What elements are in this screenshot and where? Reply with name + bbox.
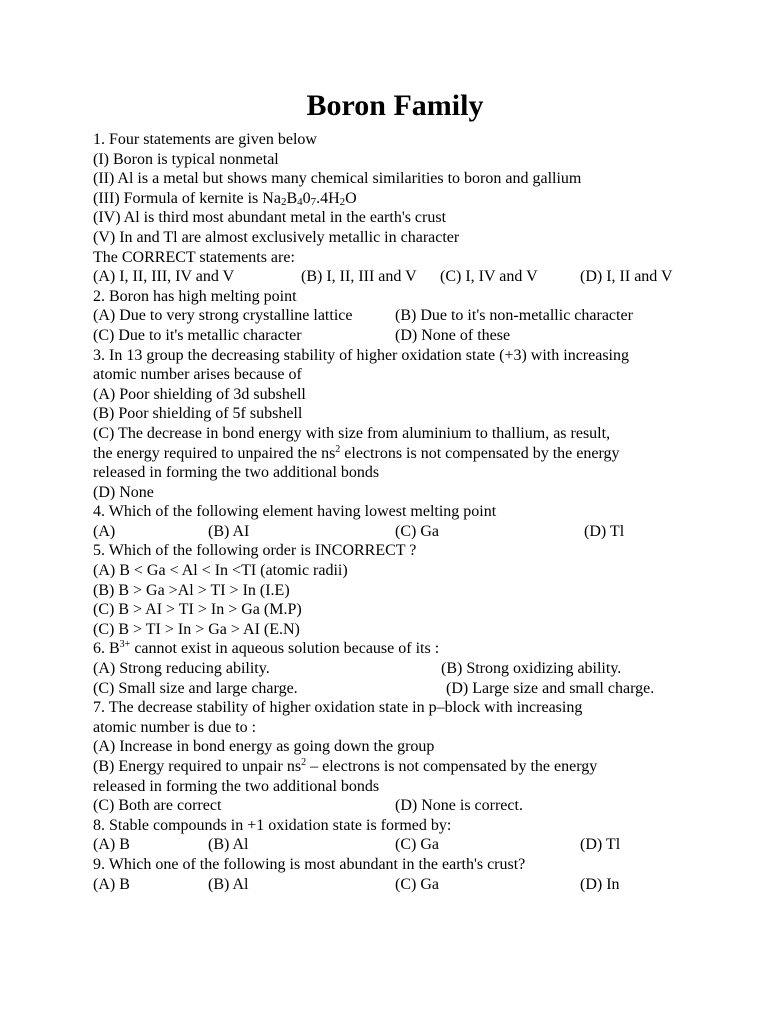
q6-option-b: (B) Strong oxidizing ability. xyxy=(441,660,622,678)
q5-stem: 5. Which of the following order is INCORRECT ? xyxy=(93,542,417,560)
q1-s3-prefix: (III) Formula of kernite is Na xyxy=(93,189,281,207)
q1-options xyxy=(93,267,733,287)
q1-option-a: (A) I, II, III, IV and V xyxy=(93,268,235,286)
q7-b-post: – electrons is not compensated by the energy xyxy=(306,758,598,775)
q7-option-b-line-1 xyxy=(93,757,733,777)
q2-options-row-2 xyxy=(93,326,733,346)
q7-b-pre: (B) Energy required to unpair ns xyxy=(93,758,302,775)
q6-option-c: (C) Small size and large charge. xyxy=(93,679,298,697)
q2-stem: 2. Boron has high melting point xyxy=(93,287,297,305)
q4-option-a: (A) xyxy=(93,522,116,540)
q3-stem-line-1: 3. In 13 group the decreasing stability of higher oxidation state (+3) with increasing xyxy=(93,346,629,364)
q9-option-d: (D) In xyxy=(580,875,620,893)
q4-options xyxy=(93,522,733,542)
q3-c2-pre: the energy required to unpaired the ns xyxy=(93,444,336,462)
q7-b-sup: 2 xyxy=(301,757,307,768)
q7-option-d: (D) None is correct. xyxy=(395,797,523,815)
q1-prompt: The CORRECT statements are: xyxy=(93,248,295,266)
q3-stem-line-2: atomic number arises because of xyxy=(93,366,302,384)
q2-options-row-1 xyxy=(93,306,733,326)
question-list xyxy=(93,130,733,894)
q8-option-a: (A) B xyxy=(93,836,130,854)
q6-stem xyxy=(93,639,733,659)
q2-option-a: (A) Due to very strong crystalline lattice xyxy=(93,307,353,325)
q1-statement-5: (V) In and Tl are almost exclusively metallic in character xyxy=(93,228,460,246)
q3-option-c-line-1: (C) The decrease in bond energy with size from aluminium to thallium, as result, xyxy=(93,424,611,442)
page-title: Boron Family xyxy=(306,89,484,122)
q1-option-d: (D) I, II and V xyxy=(580,268,673,286)
q4-stem: 4. Which of the following element having lowest melting point xyxy=(93,503,497,521)
q2-option-b: (B) Due to it's non-metallic character xyxy=(395,307,633,325)
q6-stem-pre: 6. B xyxy=(93,640,120,658)
q1-s3-sub-1: 2 xyxy=(280,195,287,208)
q8-option-c: (C) Ga xyxy=(395,836,439,854)
q3-option-a: (A) Poor shielding of 3d subshell xyxy=(93,385,306,403)
q5-option-d: (C) B > TI > In > Ga > AI (E.N) xyxy=(93,620,300,638)
q9-option-a: (A) B xyxy=(93,875,130,893)
q8-options xyxy=(93,835,733,855)
q3-c2-sup: 2 xyxy=(335,443,341,455)
q9-option-c: (C) Ga xyxy=(395,875,439,893)
q5-option-c: (C) B > AI > TI > In > Ga (M.P) xyxy=(93,601,302,619)
q1-s3-suffix: .4H xyxy=(316,189,340,207)
q8-option-d: (D) Tl xyxy=(580,836,621,854)
q7-option-a: (A) Increase in bond energy as going down the group xyxy=(93,738,435,756)
q1-s3-end: O xyxy=(345,189,357,207)
q5-option-a: (A) B < Ga < Al < In <TI (atomic radii) xyxy=(93,562,348,580)
q9-stem: 9. Which one of the following is most abundant in the earth's crust? xyxy=(93,855,526,873)
q7-option-b-line-2: released in forming the two additional bonds xyxy=(93,777,380,795)
q1-statement-1: (I) Boron is typical nonmetal xyxy=(93,150,279,168)
q7-stem-line-2: atomic number is due to : xyxy=(93,718,257,736)
q4-option-d: (D) Tl xyxy=(584,522,625,540)
q4-option-b: (B) AI xyxy=(208,522,250,540)
q2-option-d: (D) None of these xyxy=(395,326,511,344)
q8-option-b: (B) Al xyxy=(208,836,249,854)
q7-stem-line-1: 7. The decrease stability of higher oxidation state in p–block with increasing xyxy=(93,699,583,717)
q7-option-c: (C) Both are correct xyxy=(93,797,222,815)
q1-s3-sub-2: 4 xyxy=(297,195,303,208)
q1-s3-o: 0 xyxy=(302,189,311,207)
q6-option-a: (A) Strong reducing ability. xyxy=(93,660,270,678)
q3-option-d: (D) None xyxy=(93,483,154,501)
q7-options-row-cd xyxy=(93,796,733,816)
q6-stem-sup: 3+ xyxy=(119,639,131,651)
q1-stem: 1. Four statements are given below xyxy=(93,131,317,148)
q6-options-row-1 xyxy=(93,659,733,679)
q2-option-c: (C) Due to it's metallic character xyxy=(93,326,302,344)
q3-option-c-line-3: released in forming the two additional bonds xyxy=(93,464,380,482)
q9-options xyxy=(93,875,733,895)
q3-option-c-line-2 xyxy=(93,444,733,464)
q3-option-b: (B) Poor shielding of 5f subshell xyxy=(93,405,303,423)
q1-s3-sub-3: 7 xyxy=(310,195,317,208)
q8-stem: 8. Stable compounds in +1 oxidation state is formed by: xyxy=(93,816,452,834)
q6-options-row-2 xyxy=(93,679,733,699)
q1-statement-2: (II) Al is a metal but shows many chemical similarities to boron and gallium xyxy=(93,170,582,188)
q1-option-c: (C) I, IV and V xyxy=(440,268,538,286)
q5-option-b: (B) B > Ga >Al > TI > In (I.E) xyxy=(93,581,290,599)
q1-statement-4: (IV) Al is third most abundant metal in the earth's crust xyxy=(93,209,447,227)
q1-s3-sub-4: 2 xyxy=(339,195,346,208)
q9-option-b: (B) Al xyxy=(208,875,249,893)
q1-s3-b: B xyxy=(286,189,298,207)
q1-option-b: (B) I, II, III and V xyxy=(301,268,417,286)
q4-option-c: (C) Ga xyxy=(395,522,439,540)
q6-option-d: (D) Large size and small charge. xyxy=(446,679,655,697)
q6-stem-post: cannot exist in aqueous solution because of its : xyxy=(130,640,440,658)
q3-c2-post: electrons is not compensated by the energy xyxy=(340,444,620,462)
q1-statement-3 xyxy=(93,189,733,209)
